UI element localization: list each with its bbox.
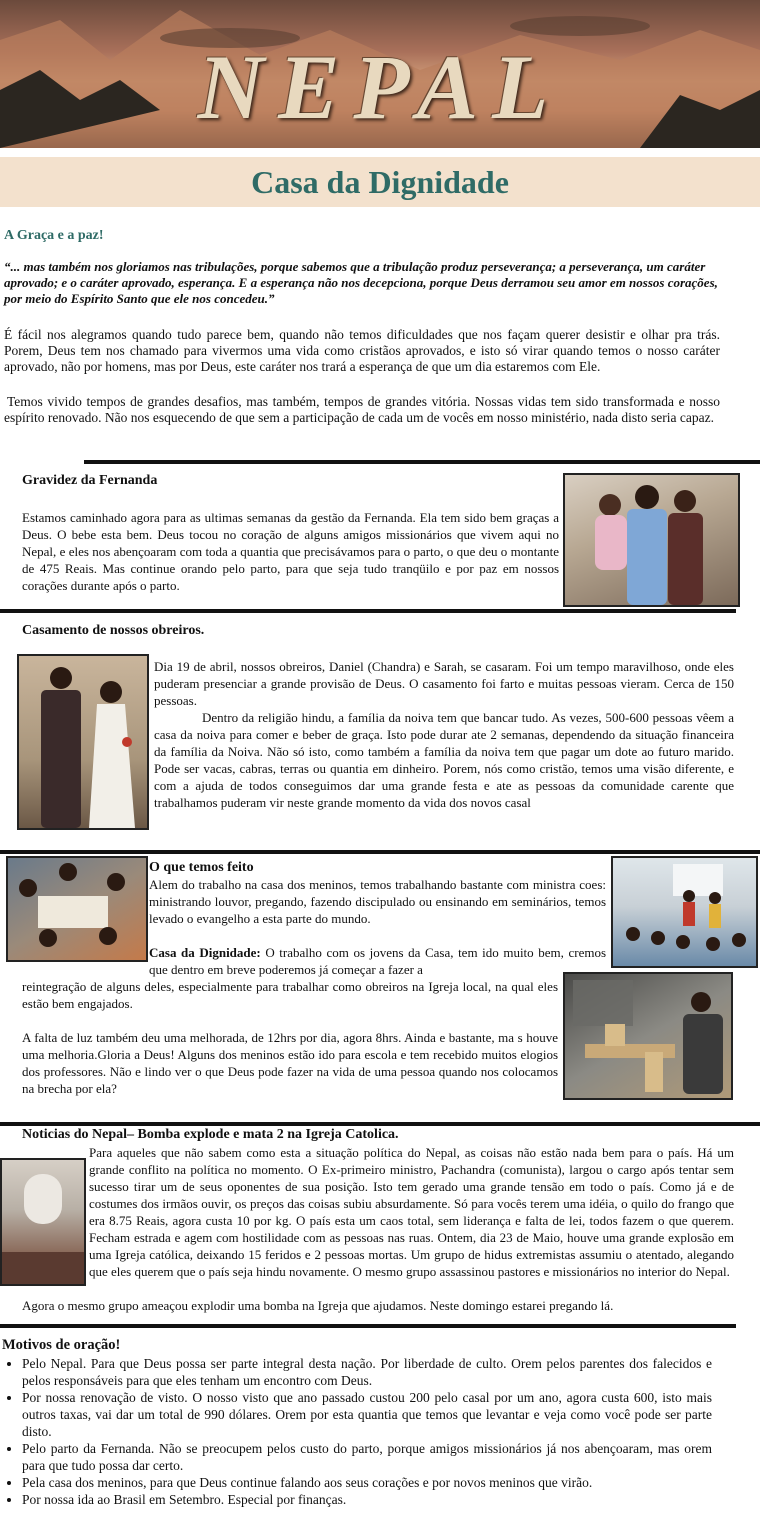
prayer-title: Motivos de oração! — [2, 1337, 121, 1353]
section-text-reintegracao: reintegração de alguns deles, especialmente para trabalhar como obreiros na Igreja local, na qual eles estão bem engajados. — [22, 979, 558, 1011]
wedding-photo — [17, 654, 149, 830]
section-text-casa-dignidade — [149, 944, 606, 978]
section-text-o-que-temos-feito: Alem do trabalho na casa dos meninos, temos trabalhando bastante com ministra coes: ministrando louvor, pregando, fazendo discipulado ou ensinando em seminários, temos levado o evangelho a esta parte do mundo. — [149, 877, 606, 926]
greeting: A Graça e a paz! — [4, 228, 104, 243]
section-title-gravidez: Gravidez da Fernanda — [22, 473, 158, 488]
divider — [84, 460, 760, 464]
prayer-item: • Por nossa ida ao Brasil em Setembro. Especial por finanças. — [22, 1491, 712, 1508]
casa-dignidade-text-a: O trabalho com os jovens da Casa, tem ido muito bem, cremos que dentro em breve poderemos já começar a fazer a — [149, 945, 607, 977]
section-text-casamento-2: Dentro da religião hindu, a família da noiva tem que bancar tudo. As vezes, 500-600 pessoas vêem a casa da noiva para comer e beber de graça. Isto pode durar ate 2 semanas, dependendo da situação financeira da família da Noiva. Não só isto, como também a família da noiva tem que pagar um dote ao futuro marido. Pode ser vacas, cabras, terras ou quantia em dinheiro. Porem, nós como cristão, temos uma visão diferente, e com a ajuda de todos conseguimos dar uma grande festa e ate as pessoas da comunidade carente que trabalhamos puderam vir neste grande momento da vida dos novos casal — [154, 710, 734, 810]
study-group-photo — [6, 856, 148, 962]
seminar-photo — [611, 856, 758, 968]
divider — [0, 1324, 736, 1328]
casa-dignidade-label: Casa da Dignidade: — [149, 945, 261, 960]
divider — [0, 609, 736, 613]
page-title: Casa da Dignidade — [251, 164, 509, 200]
section-title-o-que-temos-feito: O que temos feito — [149, 860, 254, 875]
bible-verse: “... mas também nos gloriamos nas tribulações, porque sabemos que a tribulação produz perseverança; a perseverança, um caráter aprovado; e o caráter aprovado, esperança. E a esperança não nos decepciona, porque Deus derramou seu amor em nossos corações, por meio do Espírito Santo que ele nos concedeu.” — [4, 259, 718, 306]
family-photo — [563, 473, 740, 607]
prayer-list — [0, 1355, 712, 1508]
church-photo — [0, 1158, 86, 1286]
section-text-falta-de-luz: A falta de luz também deu uma melhorada, de 12hrs por dia, agora 8hrs. Ainda e bastante, ma s houve uma melhoria.Gloria a Deus! Alguns dos meninos estão ido para escola e tem recebido muitos elogios dos professores. Não e lindo ver o que Deus pode fazer na vida de uma pessoa quando nos colocamos na brecha por ela? — [22, 1030, 558, 1096]
divider — [0, 1122, 760, 1126]
section-text-casamento-1: Dia 19 de abril, nossos obreiros, Daniel (Chandra) e Sarah, se casaram. Foi um tempo maravilhoso, onde eles puderam presenciar a grande provisão de Deus. O casamento foi farto e muitas pessoas vieram. Cerca de 150 pessoas. — [154, 659, 734, 708]
section-title-noticias: Noticias do Nepal– Bomba explode e mata 2 na Igreja Catolica. — [22, 1127, 399, 1142]
prayer-item: • Pela casa dos meninos, para que Deus continue falando aos seus corações e por novos meninos que virão. — [22, 1474, 712, 1491]
intro-paragraph-1: É fácil nos alegramos quando tudo parece bem, quando não temos dificuldades que nos façam querer desistir e olhar pra trás. Porem, Deus tem nos chamado para vivermos uma vida como cristãos aprovados, e isto só virar quando temos o nosso caráter aprovado, não por homens, mas por Deus, este caráter nos trará a esperança de que um dia estaremos com Ele. — [4, 327, 720, 374]
banner-title: NEPAL — [197, 36, 563, 138]
prayer-item: • Pelo Nepal. Para que Deus possa ser parte integral desta nação. Por liberdade de culto. Orem pelos parentes dos falecidos e pelos responsáveis para que eles tenham um encontro com Deus. — [22, 1355, 712, 1389]
section-text-gravidez: Estamos caminhado agora para as ultimas semanas da gestão da Fernanda. Ela tem sido bem graças a Deus. O bebe esta bem. Deus tocou no coração de alguns amigos missionários que vivem aqui no Nepal, e eles nos abençoaram com toda a quantia que precisávamos para o parto, o que deu o montante de 475 Reais. Mas continue orando pelo parto, para que seja tudo tranqüilo e por paz em nossos corações durante após o parto. — [22, 510, 559, 593]
workshop-photo — [563, 972, 733, 1100]
prayer-item: • Pelo parto da Fernanda. Não se preocupem pelos custo do parto, porque amigos missionários já nos abençoaram, mas orem para que tudo possa dar certo. — [22, 1440, 712, 1474]
section-text-noticias-last: Agora o mesmo grupo ameaçou explodir uma bomba na Igreja que ajudamos. Neste domingo estarei pregando lá. — [22, 1298, 614, 1313]
prayer-item: • Por nossa renovação de visto. O nosso visto que ano passado custou 200 pelo casal por um ano, agora custa 600, isto mais outros taxas, vai dar um total de 990 dólares. Orem por esta quantia que temos que levantar e veja como você pode ser parte disto. — [22, 1389, 712, 1440]
divider — [0, 850, 760, 854]
title-band — [0, 157, 760, 207]
nepal-banner — [0, 0, 760, 148]
intro-paragraph-2: Temos vivido tempos de grandes desafios, mas também, tempos de grandes vitória. Nossas vidas tem sido transformada e nosso espírito renovado. Não nos esquecendo de que sem a participação de cada um de vocês em nosso ministério, nada disto seria capaz. — [4, 394, 720, 425]
section-text-noticias: Para aqueles que não sabem como esta a situação política do Nepal, as coisas não estão nada bem para o país. Há um grande conflito na política no momento. O Ex-primeiro ministro, Pachandra (comunista), largou o cargo após tentar sem sucesso tirar um de seus oponentes de sua posição. Isto tem gerado uma grande tensão em todo o país. Como já e de costumes dos irmãos ouvir, os preços das coisas subiu absurdamente. Só para vocês terem uma idéia, o quilo do frango que era 8.75 Reais, agora custa 10 por kg. O país esta um caos total, sem liderança e falta de lei, todos fazem o que querem. Fecham estrada e agem com hostilidade com as pessoas nas ruas. Ontem, dia 23 de Maio, houve uma grande explosão em uma Igreja católica, deixando 15 feridos e 2 pessoas mortas. Um grupo de hidus extremistas assumiu o atentado, alegando que eles querem que o país seja hindu novamente. O mesmo grupo assassinou pastores e missionários no interior do Nepal. — [89, 1145, 734, 1279]
section-title-casamento: Casamento de nossos obreiros. — [22, 623, 205, 638]
